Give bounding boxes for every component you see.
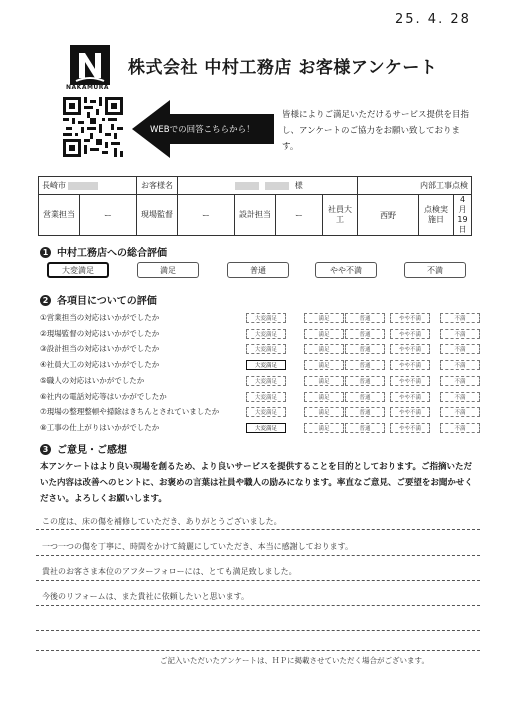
rating-option[interactable]: やや不満 <box>390 313 430 323</box>
rating-option[interactable]: 不満 <box>440 423 480 433</box>
rating-option[interactable]: やや不満 <box>390 392 430 402</box>
section3-title: ご意見・ご感想 <box>57 445 127 456</box>
design-value: ー <box>276 195 323 236</box>
rating-option[interactable]: 不満 <box>440 360 480 370</box>
overall-option-neutral[interactable]: 普通 <box>227 262 289 278</box>
rating-option[interactable]: 大変満足 <box>246 360 286 370</box>
rating-option[interactable]: 大変満足 <box>246 329 286 339</box>
overall-option-satisfied[interactable]: 満足 <box>137 262 199 278</box>
rating-option[interactable]: 大変満足 <box>246 344 286 354</box>
rating-option[interactable]: やや不満 <box>390 344 430 354</box>
inspection-date-value: 4月19日 <box>454 195 472 236</box>
rating-option[interactable]: 不満 <box>440 313 480 323</box>
rating-option[interactable]: 普通 <box>345 423 385 433</box>
survey-date: 25. 4. 28 <box>395 12 471 27</box>
answer-line <box>36 580 480 581</box>
rating-option[interactable]: 不満 <box>440 392 480 402</box>
overall-option-somewhat-dissatisfied[interactable]: やや不満 <box>315 262 377 278</box>
staff-carpenter-label: 社員大工 <box>323 195 358 236</box>
redacted-block <box>265 182 289 190</box>
inspection-date-label: 点検実施日 <box>419 195 454 236</box>
sales-value: ー <box>80 195 137 236</box>
answer-line <box>36 650 480 651</box>
rating-option[interactable]: 満足 <box>304 329 344 339</box>
rating-option[interactable]: 満足 <box>304 407 344 417</box>
rating-option[interactable]: 大変満足 <box>246 392 286 402</box>
rating-option[interactable]: 満足 <box>304 360 344 370</box>
comment-line: 貴社のお客さま本位のアフターフォローには、とても満足致しました。 <box>42 567 297 576</box>
section-number: 1 <box>40 247 51 258</box>
design-label: 設計担当 <box>235 195 276 236</box>
rating-option[interactable]: 満足 <box>304 313 344 323</box>
overall-option-dissatisfied[interactable]: 不満 <box>404 262 466 278</box>
logo-text: NAKAMURA <box>66 84 110 91</box>
rating-option[interactable]: 大変満足 <box>246 376 286 386</box>
rating-option[interactable]: 満足 <box>304 376 344 386</box>
customer-label: お客様名 <box>137 177 178 195</box>
nakamura-logo-icon <box>70 45 110 85</box>
answer-line <box>36 555 480 556</box>
question-text: ③設計担当の対応はいかがでしたか <box>40 344 160 354</box>
rating-option[interactable]: 普通 <box>345 360 385 370</box>
section2-title: 各項目についての評価 <box>57 296 157 307</box>
section3-heading <box>40 441 127 456</box>
customer-name-cell <box>178 177 358 195</box>
comment-line: 今後のリフォームは、また貴社に依頼したいと思います。 <box>42 592 249 601</box>
rating-option[interactable]: やや不満 <box>390 423 430 433</box>
question-text: ⑥社内の電話対応等はいかがでしたか <box>40 391 167 401</box>
comment-line: この度は、床の傷を補修していただき、ありがとうございました。 <box>42 517 282 526</box>
question-text: ②現場監督の対応はいかがでしたか <box>40 328 160 338</box>
section3-description: 本アンケートはより良い現場を創るため、より良いサービスを提供することを目的としております。ご指摘いただいた内容は改善へのヒントに、お褒めの言葉は社員や職人の励みになります。率直なご意見、ご要望をお聞かせください。よろしくお願いします。 <box>40 462 473 504</box>
answer-line <box>36 605 480 606</box>
rating-option[interactable]: 大変満足 <box>246 407 286 417</box>
redacted-block <box>68 182 98 190</box>
rating-option[interactable]: やや不満 <box>390 329 430 339</box>
honorific: 様 <box>294 181 303 190</box>
page-title: 株式会社 中村工務店 お客様アンケート <box>128 58 438 78</box>
comment-line: 一つ一つの傷を丁寧に、時間をかけて綺麗にしていただき、本当に感謝しております。 <box>42 542 354 551</box>
section1-heading <box>40 244 167 259</box>
redacted-block <box>235 182 259 190</box>
rating-option[interactable]: 満足 <box>304 423 344 433</box>
rating-option[interactable]: 満足 <box>304 392 344 402</box>
rating-option[interactable]: 普通 <box>345 376 385 386</box>
location-cell <box>39 177 137 195</box>
rating-option[interactable]: 普通 <box>345 407 385 417</box>
question-text: ⑧工事の仕上がりはいかがでしたか <box>40 422 160 432</box>
rating-option[interactable]: やや不満 <box>390 376 430 386</box>
site-supervisor-value: ー <box>178 195 235 236</box>
answer-line <box>36 630 480 631</box>
rating-option[interactable]: 大変満足 <box>246 313 286 323</box>
section-number: 2 <box>40 295 51 306</box>
qr-code-icon[interactable] <box>63 97 123 157</box>
rating-option[interactable]: 普通 <box>345 344 385 354</box>
footer-note: ご記入いただいたアンケートは、ＨＰに掲載させていただく場合がございます。 <box>160 656 429 665</box>
web-answer-link[interactable]: WEBでの回答こちらから！ <box>150 125 255 135</box>
rating-option[interactable]: 不満 <box>440 407 480 417</box>
section-number: 3 <box>40 444 51 455</box>
location-text: 長崎市 <box>42 181 66 190</box>
rating-option[interactable]: やや不満 <box>390 360 430 370</box>
rating-option[interactable]: 不満 <box>440 329 480 339</box>
rating-option[interactable]: 大変満足 <box>246 423 286 433</box>
sales-label: 営業担当 <box>39 195 80 236</box>
rating-option[interactable]: 不満 <box>440 376 480 386</box>
question-text: ④社員大工の対応はいかがでしたか <box>40 360 160 370</box>
site-supervisor-label: 現場監督 <box>137 195 178 236</box>
work-type: 内部工事点検 <box>358 177 472 195</box>
rating-option[interactable]: 普通 <box>345 392 385 402</box>
rating-option[interactable]: やや不満 <box>390 407 430 417</box>
section1-title: 中村工務店への総合評価 <box>57 248 167 259</box>
rating-option[interactable]: 普通 <box>345 329 385 339</box>
rating-option[interactable]: 満足 <box>304 344 344 354</box>
answer-line <box>36 529 480 530</box>
rating-option[interactable]: 普通 <box>345 313 385 323</box>
info-table <box>38 176 472 236</box>
question-text: ⑤職人の対応はいかがでしたか <box>40 375 145 385</box>
staff-carpenter-value: 西野 <box>358 195 419 236</box>
overall-option-very-satisfied[interactable]: 大変満足 <box>47 262 109 278</box>
section2-heading <box>40 292 157 307</box>
rating-option[interactable]: 不満 <box>440 344 480 354</box>
question-text: ①営業担当の対応はいかがでしたか <box>40 313 160 322</box>
intro-text: 皆様によりご満足いただけるサービス提供を目指し、アンケートのご協力をお願い致しております。 <box>282 110 470 152</box>
question-text: ⑦現場の整理整頓や掃除はきちんとされていましたか <box>40 407 220 417</box>
